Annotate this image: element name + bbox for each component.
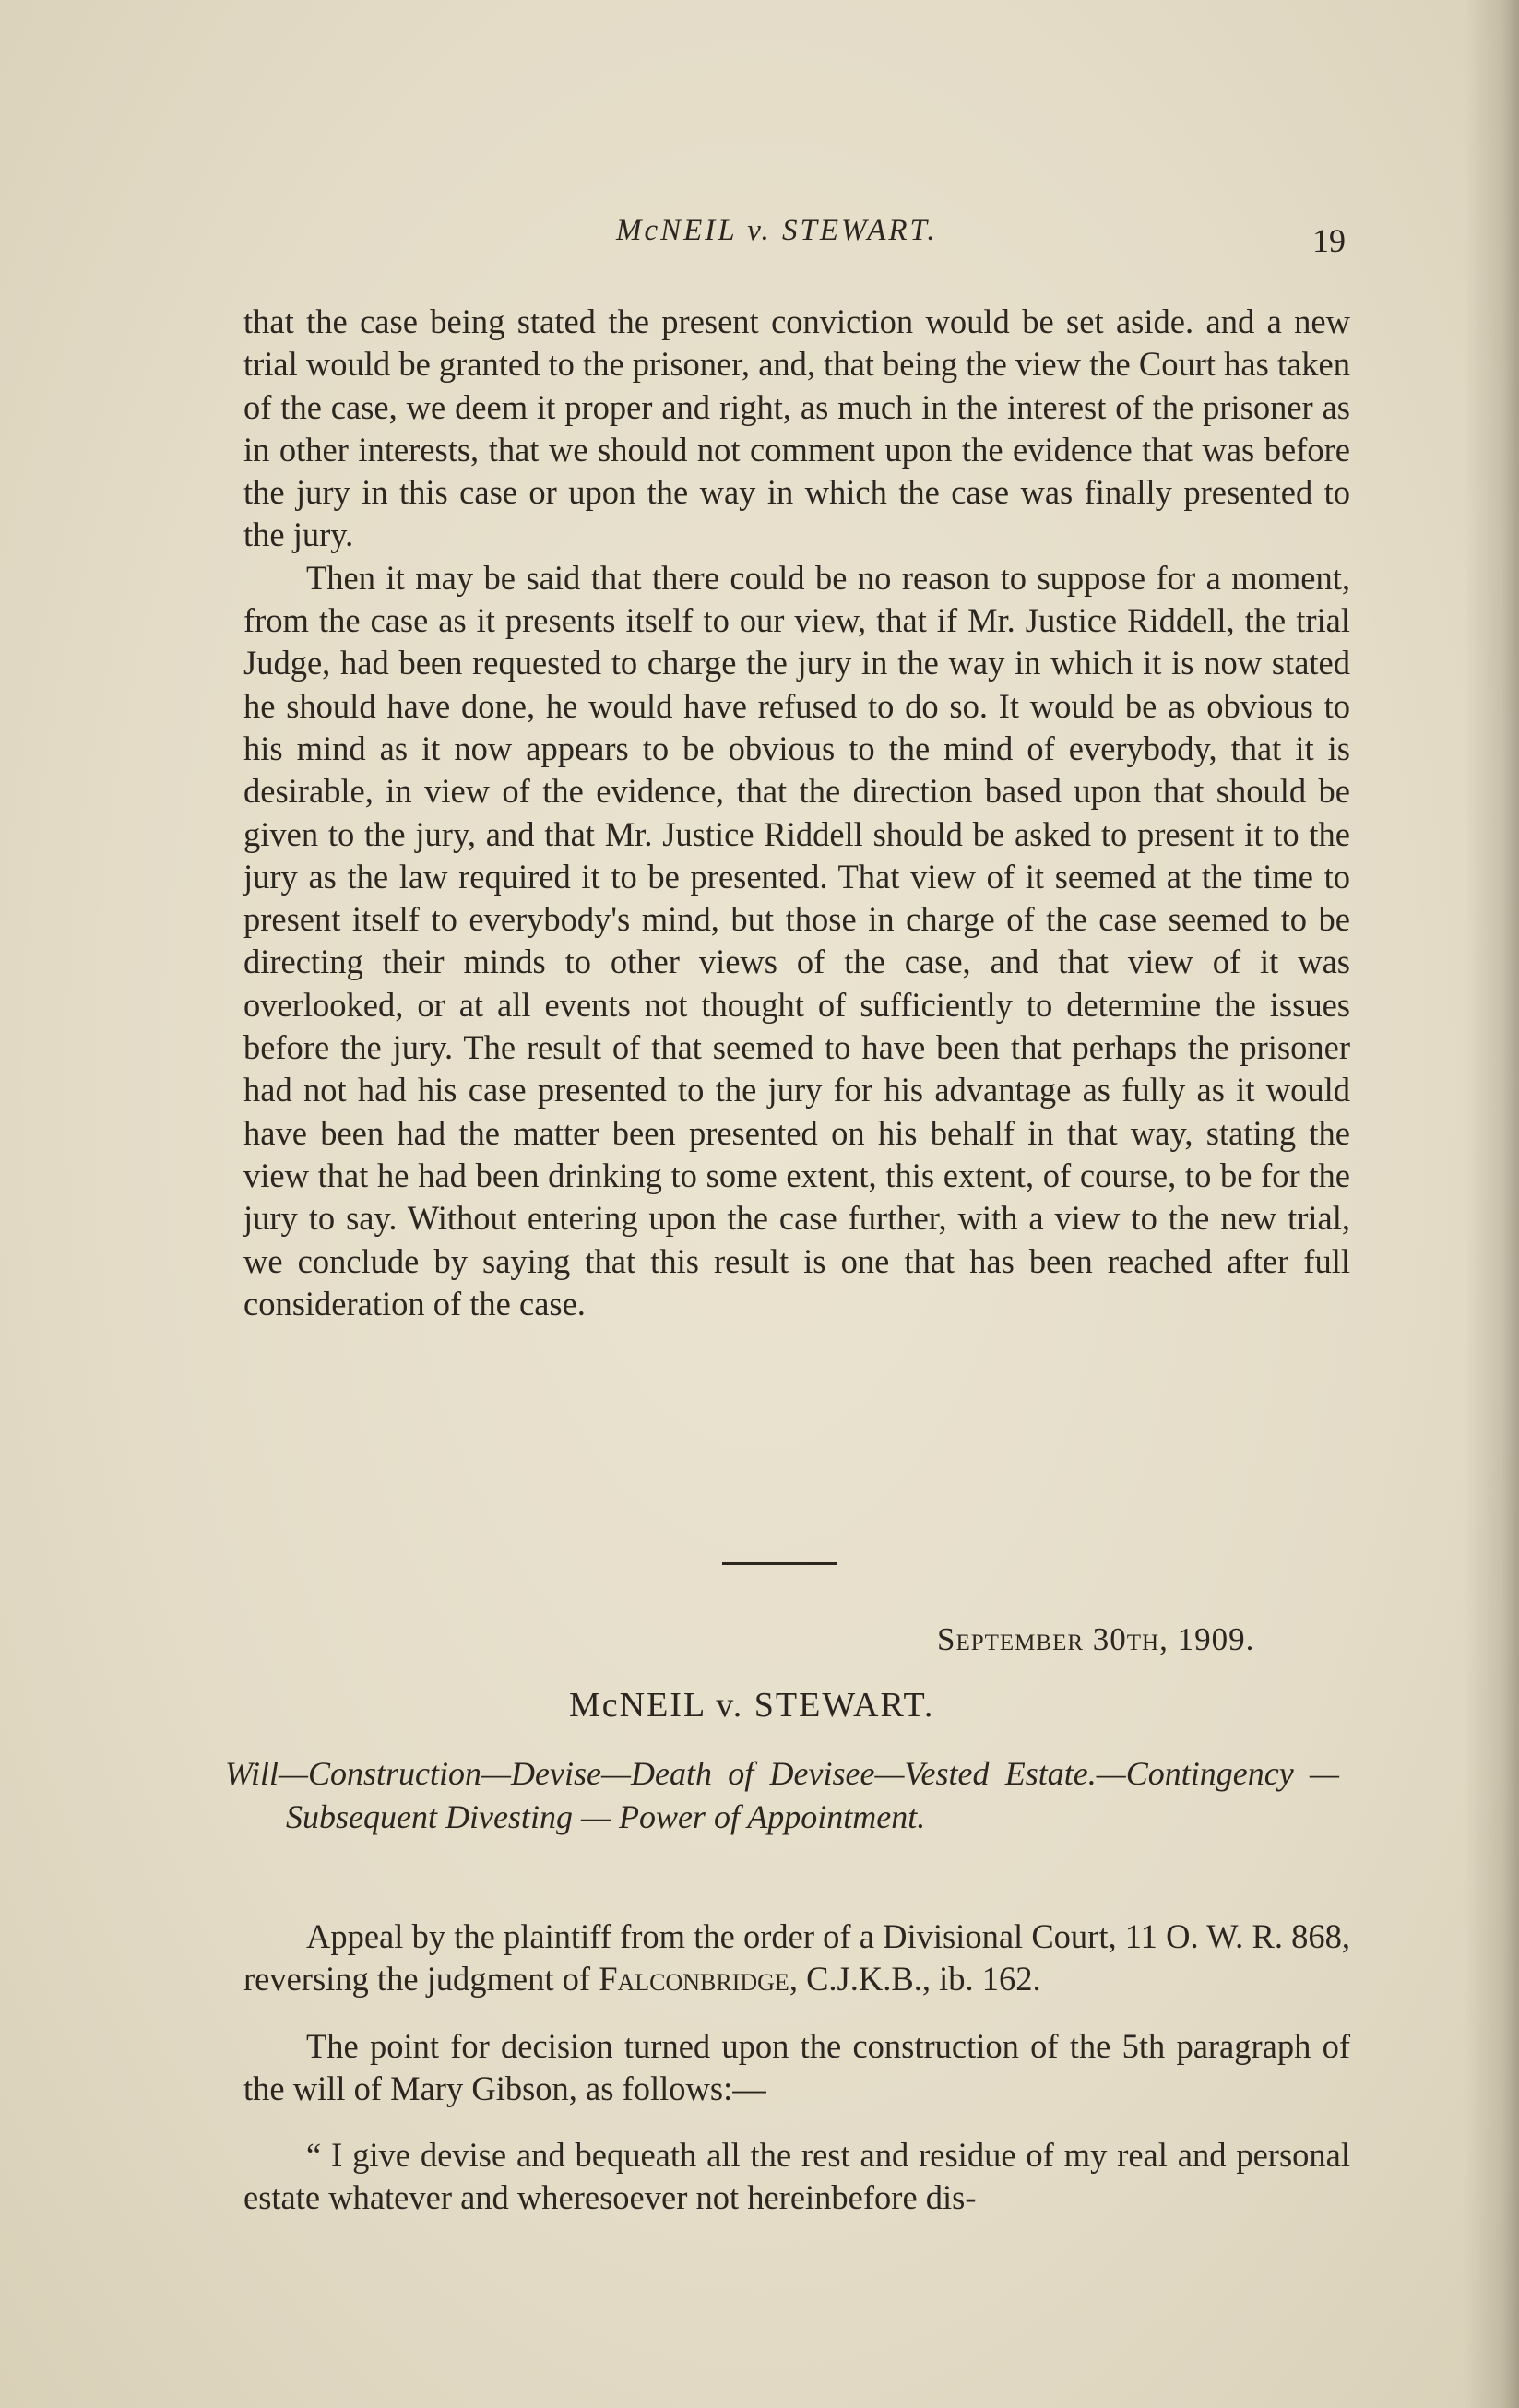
paragraph-riddell: Then it may be said that there could be no reason to suppose for a moment, from the case as it presents itself to our view, that if Mr. Justice Riddell, the trial Judge, had been requested to charge the jury in the way in which it is now stated he should have done, he would have refused to do so. It would be as obvious to his mind as it now appears to be obvious to the mind of everybody, that it is desirable, in view of the evidence, that the direction based upon that should be given to the jury, and that Mr. Justice Riddell should be asked to present it to the jury as the law required it to be presented. That view of it seemed at the time to present itself to everybody's mind, but those in charge of the case seemed to be directing their minds to other views of the case, and that view of it was overlooked, or at all events not thought of sufficiently to determine the issues before the jury. The result of that seemed to have been that perhaps the prisoner had not had his case presented to the jury for his advantage as fully as it would have been had the matter been presented on his behalf in that way, stating the view that he had been drinking to some extent, this extent, of course, to be for the jury to say. Without entering upon the case further, with a view to the new trial, we conclude by saying that this result is one that has been reached after full consideration of the case. bbox=[243, 558, 1350, 1323]
continued-judgment-text bbox=[243, 301, 1350, 1325]
case-title: McNEIL v. STEWART. bbox=[569, 1686, 935, 1725]
judge-name: Falconbridge bbox=[599, 1960, 789, 1999]
spine-shadow bbox=[1464, 0, 1519, 2408]
appeal-text-after-judge: , C.J.K.B., ib. 162. bbox=[789, 1960, 1041, 1999]
appeal-text-before-judge: Appeal by the plaintiff from the order of a Divisional Court, 11 O. W. R. 868, reversing the judgment of bbox=[243, 1917, 1350, 1999]
case-statement bbox=[243, 1916, 1350, 2220]
headnote-text: Will—Construction—Devise—Death of Devisee—Vested Estate.—Contingency — Subsequent Divesting — Power of Appointment. bbox=[225, 1755, 1339, 1835]
will-quote-paragraph: “ I give devise and bequeath all the rest and residue of my real and personal estate whatever and wheresoever not hereinbefore dis- bbox=[243, 2136, 1350, 2217]
page-number: 19 bbox=[1312, 222, 1346, 259]
decision-date: September 30th, 1909. bbox=[937, 1621, 1255, 1657]
headnote bbox=[225, 1752, 1339, 1839]
running-header-title: McNEIL v. STEWART. bbox=[616, 214, 938, 247]
paragraph-continued: that the case being stated the present conviction would be set aside. and a new trial would be granted to the prisoner, and, that being the view the Court has taken of the case, we deem it proper and right, as much in the interest of the prisoner as in other interests, that we should not comment upon the evidence that was before the jury in this case or upon the way in which the case was finally presented to the jury. bbox=[243, 302, 1350, 554]
point-for-decision-paragraph: The point for decision turned upon the construction of the 5th paragraph of the will of Mary Gibson, as follows:— bbox=[243, 2026, 1350, 2107]
appeal-paragraph bbox=[243, 1916, 1350, 2001]
section-divider-rule bbox=[722, 1562, 837, 1565]
